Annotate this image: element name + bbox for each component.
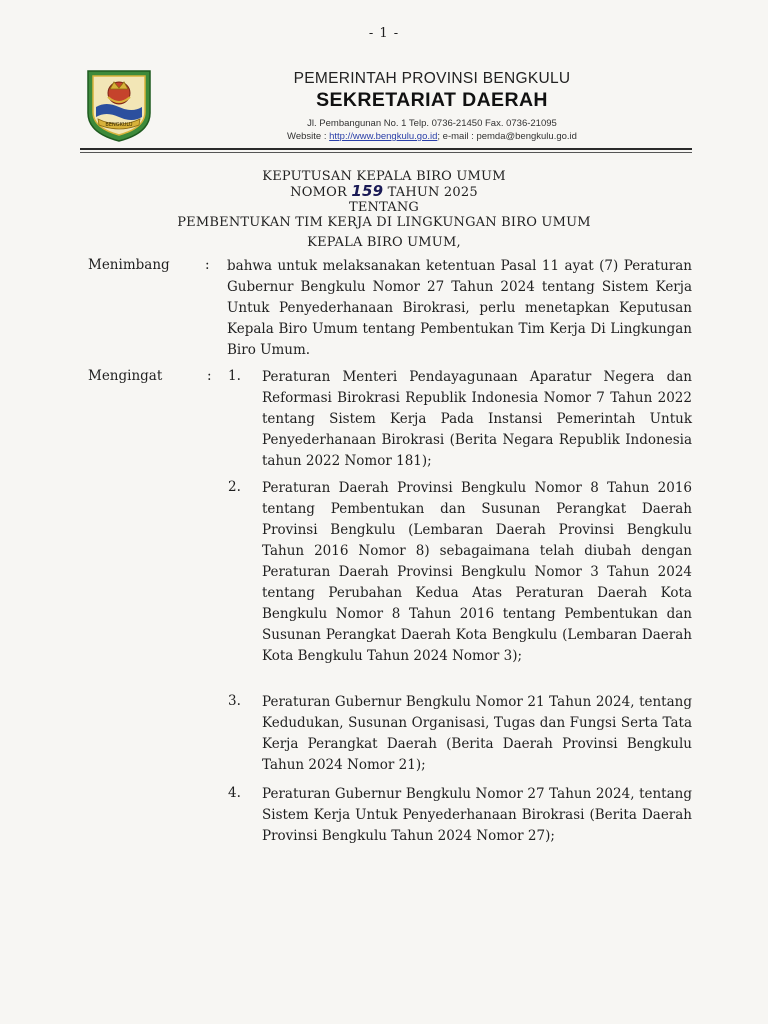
nomor-suffix: TAHUN 2025 <box>387 185 478 200</box>
logo-ribbon-text: BENGKULU <box>105 122 133 128</box>
bengkulu-emblem-logo <box>84 67 154 143</box>
decree-number <box>0 184 768 200</box>
mengingat-item-1-num: 1. <box>228 368 241 384</box>
email-text: ; e-mail : pemda@bengkulu.go.id <box>437 131 577 142</box>
decree-title-block <box>0 169 768 230</box>
letterhead-address: Jl. Pembangunan No. 1 Telp. 0736-21450 Fax. 0736-21095 <box>307 118 557 129</box>
menimbang-colon: : <box>205 257 210 273</box>
official-title: KEPALA BIRO UMUM, <box>307 235 461 250</box>
letterhead-office: SEKRETARIAT DAERAH <box>316 89 548 111</box>
letterhead-rule-thick <box>80 148 692 150</box>
page-number: - 1 - <box>368 26 400 41</box>
letterhead-government: PEMERINTAH PROVINSI BENGKULU <box>293 70 571 87</box>
mengingat-label: Mengingat <box>88 368 163 384</box>
website-label: Website : <box>287 131 330 142</box>
letterhead-rule-thin <box>80 152 692 153</box>
decree-subject: PEMBENTUKAN TIM KERJA DI LINGKUNGAN BIRO UMUM <box>177 215 591 230</box>
mengingat-item-1-text: Peraturan Menteri Pendayagunaan Aparatur Negera dan Reformasi Birokrasi Republik Indonesia Nomor 7 Tahun 2022 tentang Sistem Kerja Pada Instansi Pemerintah Untuk Penyederhanaan Birokrasi (Berita Negara Republik Indonesia tahun 2022 Nomor 181); <box>262 369 692 469</box>
mengingat-item-3-num: 3. <box>228 693 241 709</box>
decree-title: KEPUTUSAN KEPALA BIRO UMUM <box>262 169 506 184</box>
menimbang-text: bahwa untuk melaksanakan ketentuan Pasal 11 ayat (7) Peraturan Gubernur Bengkulu Nomor 27 Tahun 2024 tentang Sistem Kerja Untuk Penyederhanaan Birokrasi, perlu menetapkan Keputusan Kepala Biro Umum tentang Pembentukan Tim Kerja Di Lingkungan Biro Umum. <box>227 258 692 358</box>
mengingat-item-2-text: Peraturan Daerah Provinsi Bengkulu Nomor 8 Tahun 2016 tentang Pembentukan dan Susunan Perangkat Daerah Provinsi Bengkulu (Lembaran Daerah Provinsi Bengkulu Tahun 2016 Nomor 8) sebagaimana telah diubah dengan Peraturan Daerah Provinsi Bengkulu Nomor 3 Tahun 2024 tentang Perubahan Kedua Atas Peraturan Daerah Kota Bengkulu Nomor 8 Tahun 2016 tentang Pembentukan dan Susunan Perangkat Daerah Kota Bengkulu (Lembaran Daerah Kota Bengkulu Tahun 2024 Nomor 3); <box>262 480 692 664</box>
mengingat-item-4-text: Peraturan Gubernur Bengkulu Nomor 27 Tahun 2024, tentang Sistem Kerja Untuk Penyederhanaan Birokrasi (Berita Daerah Provinsi Bengkulu Tahun 2024 Nomor 27); <box>262 786 692 844</box>
menimbang-label: Menimbang <box>88 257 170 273</box>
mengingat-colon: : <box>207 368 212 384</box>
decree-tentang: TENTANG <box>348 200 420 215</box>
mengingat-item-4-num: 4. <box>228 785 241 801</box>
letterhead-contact <box>232 131 632 142</box>
letterhead <box>232 70 632 142</box>
website-link[interactable]: http://www.bengkulu.go.id <box>329 131 438 142</box>
mengingat-item-2-num: 2. <box>228 479 241 495</box>
handwritten-number: 159 <box>351 182 384 200</box>
nomor-prefix: NOMOR <box>290 185 347 200</box>
mengingat-item-3-text: Peraturan Gubernur Bengkulu Nomor 21 Tahun 2024, tentang Kedudukan, Susunan Organisasi, Tugas dan Fungsi Serta Tata Kerja Perangkat Daerah (Berita Daerah Provinsi Bengkulu Tahun 2024 Nomor 21); <box>262 694 692 773</box>
